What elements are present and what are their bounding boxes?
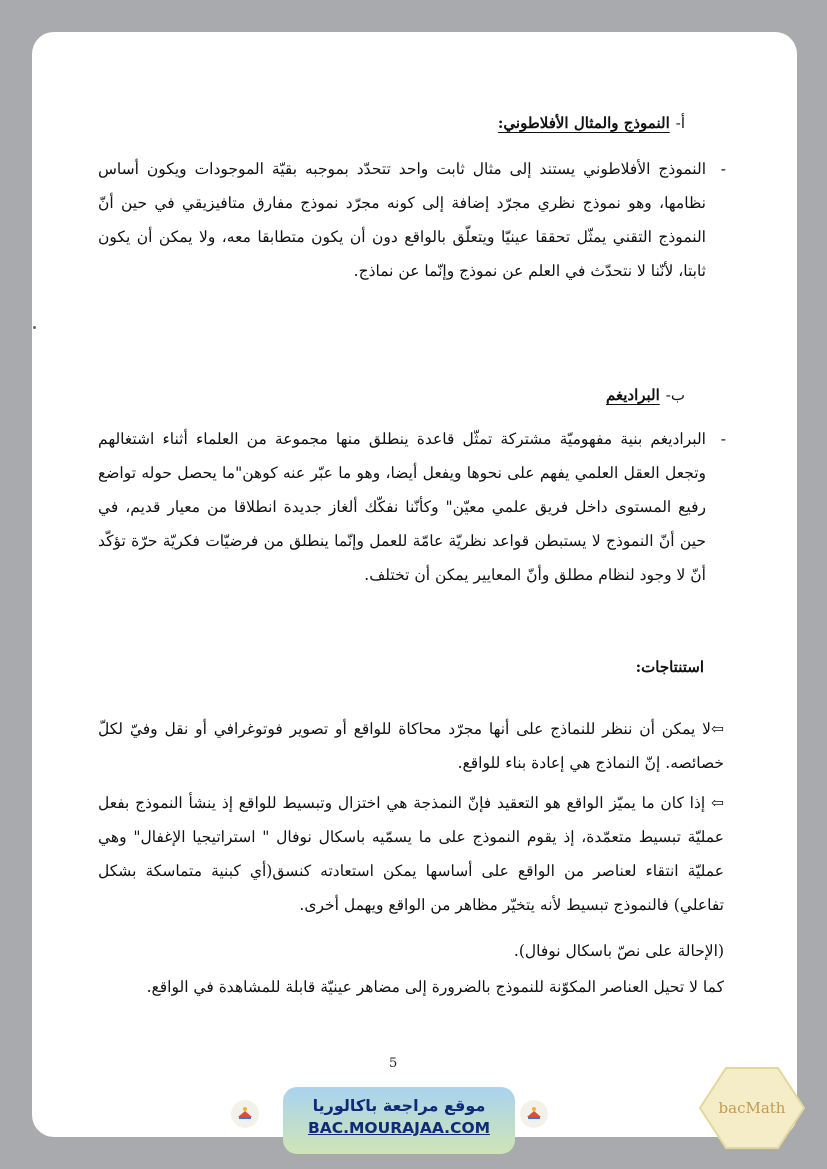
bacmath-badge <box>698 1066 806 1150</box>
section-b-paragraph <box>98 422 726 592</box>
banner-title: موقع مراجعة باكالوريا <box>312 1096 486 1115</box>
arrow-left-icon: ⇦ <box>711 720 724 738</box>
conclusion-point-1 <box>98 712 724 780</box>
page-number: 5 <box>389 1056 398 1071</box>
arrow-left-icon: ⇦ <box>710 794 724 812</box>
section-a-title: النموذج والمثال الأفلاطوني: <box>497 114 670 132</box>
section-a-paragraph <box>98 152 726 288</box>
section-a-letter: أ- <box>675 114 685 132</box>
site-logo-icon <box>520 1100 548 1128</box>
badge-text: bacMath <box>718 1099 786 1117</box>
conclusions-heading: استنتاجات: <box>635 658 704 676</box>
section-b-letter: ب- <box>665 386 685 404</box>
section-a-heading <box>498 114 685 132</box>
section-b-bullet: - <box>720 430 726 448</box>
citation-line: (الإحالة على نصّ باسكال نوفال). <box>513 942 724 960</box>
section-b-heading <box>606 386 685 404</box>
banner-url-link[interactable]: BAC.MOURAJAA.COM <box>307 1119 491 1137</box>
conclusion-point-2-text: إذا كان ما يميّز الواقع هو التعقيد فإنّ النمذجة هي اختزال وتبسيط للواقع إذ ينشأ النموذج بفعل عمليّة تبسيط متعمّدة، إذ يقوم النموذج على ما يسمّيه باسكال نوفال " استراتيجيا الإغفال" وهي عمليّة انتقاء لعناصر من الواقع على أساسها يمكن استعادته كنسق(أي كبنية متماسكة بشكل تفاعلي) فالنموذج تبسيط لأنه يتخيّر مظاهر من الواقع ويهمل أخرى. <box>98 794 724 914</box>
site-banner[interactable] <box>283 1087 515 1154</box>
conclusion-point-2 <box>98 786 724 922</box>
section-b-title: البراديغم <box>606 386 660 404</box>
section-b-text: البراديغم بنية مفهوميّة مشتركة تمثّل قاعدة ينطلق منها مجموعة من العلماء أثناء اشتغالهم وتجعل العقل العلمي يفهم على نحوها ويفعل أيضا، وهو ما عبّر عنه كوهن"ما يحصل حوله تواضع رفيع المستوى داخل فريق علمي معيّن" وكأنّنا نفكّك ألغاز جديدة انطلاقا من معيار قديم، في حين أنّ النموذج لا يستبطن قواعد نظريّة عامّة للعمل وإنّما ينطلق من فرضيّات فكريّة حرّة تؤكّد أنّ لا وجود لنظام مطلق وأنّ المعايير يمكن أن تختلف. <box>98 430 706 584</box>
conclusion-final: كما لا تحيل العناصر المكوّنة للنموذج بالضرورة إلى مضاهر عينيّة قابلة للمشاهدة في الواقع. <box>146 978 724 996</box>
conclusion-point-1-text: لا يمكن أن ننظر للنماذج على أنها مجرّد محاكاة للواقع أو تصوير فوتوغرافي أو نقل وفيّ لكلّ خصائصه. إنّ النماذج هي إعادة بناء للواقع. <box>98 720 724 772</box>
section-a-text: النموذج الأفلاطوني يستند إلى مثال ثابت واحد تتحدّد بموجبه بقيّة الموجودات ويكون أساس نظامها، وهو نموذج نظري مجرّد إضافة إلى كونه مجرّد نموذج مفارق متافيزيقي في حين أنّ النموذج التقني يمثّل تحققا عينيّا ويتعلّق بالواقع دون أن يكون متطابقا معه، ولا يمكن أن يكون ثابتا، لأنّنا لا نتحدّث في العلم عن نموذج وإنّما عن نماذج. <box>98 160 706 280</box>
section-a-bullet: - <box>720 160 726 178</box>
margin-dot <box>33 326 36 329</box>
site-logo-icon <box>231 1100 259 1128</box>
